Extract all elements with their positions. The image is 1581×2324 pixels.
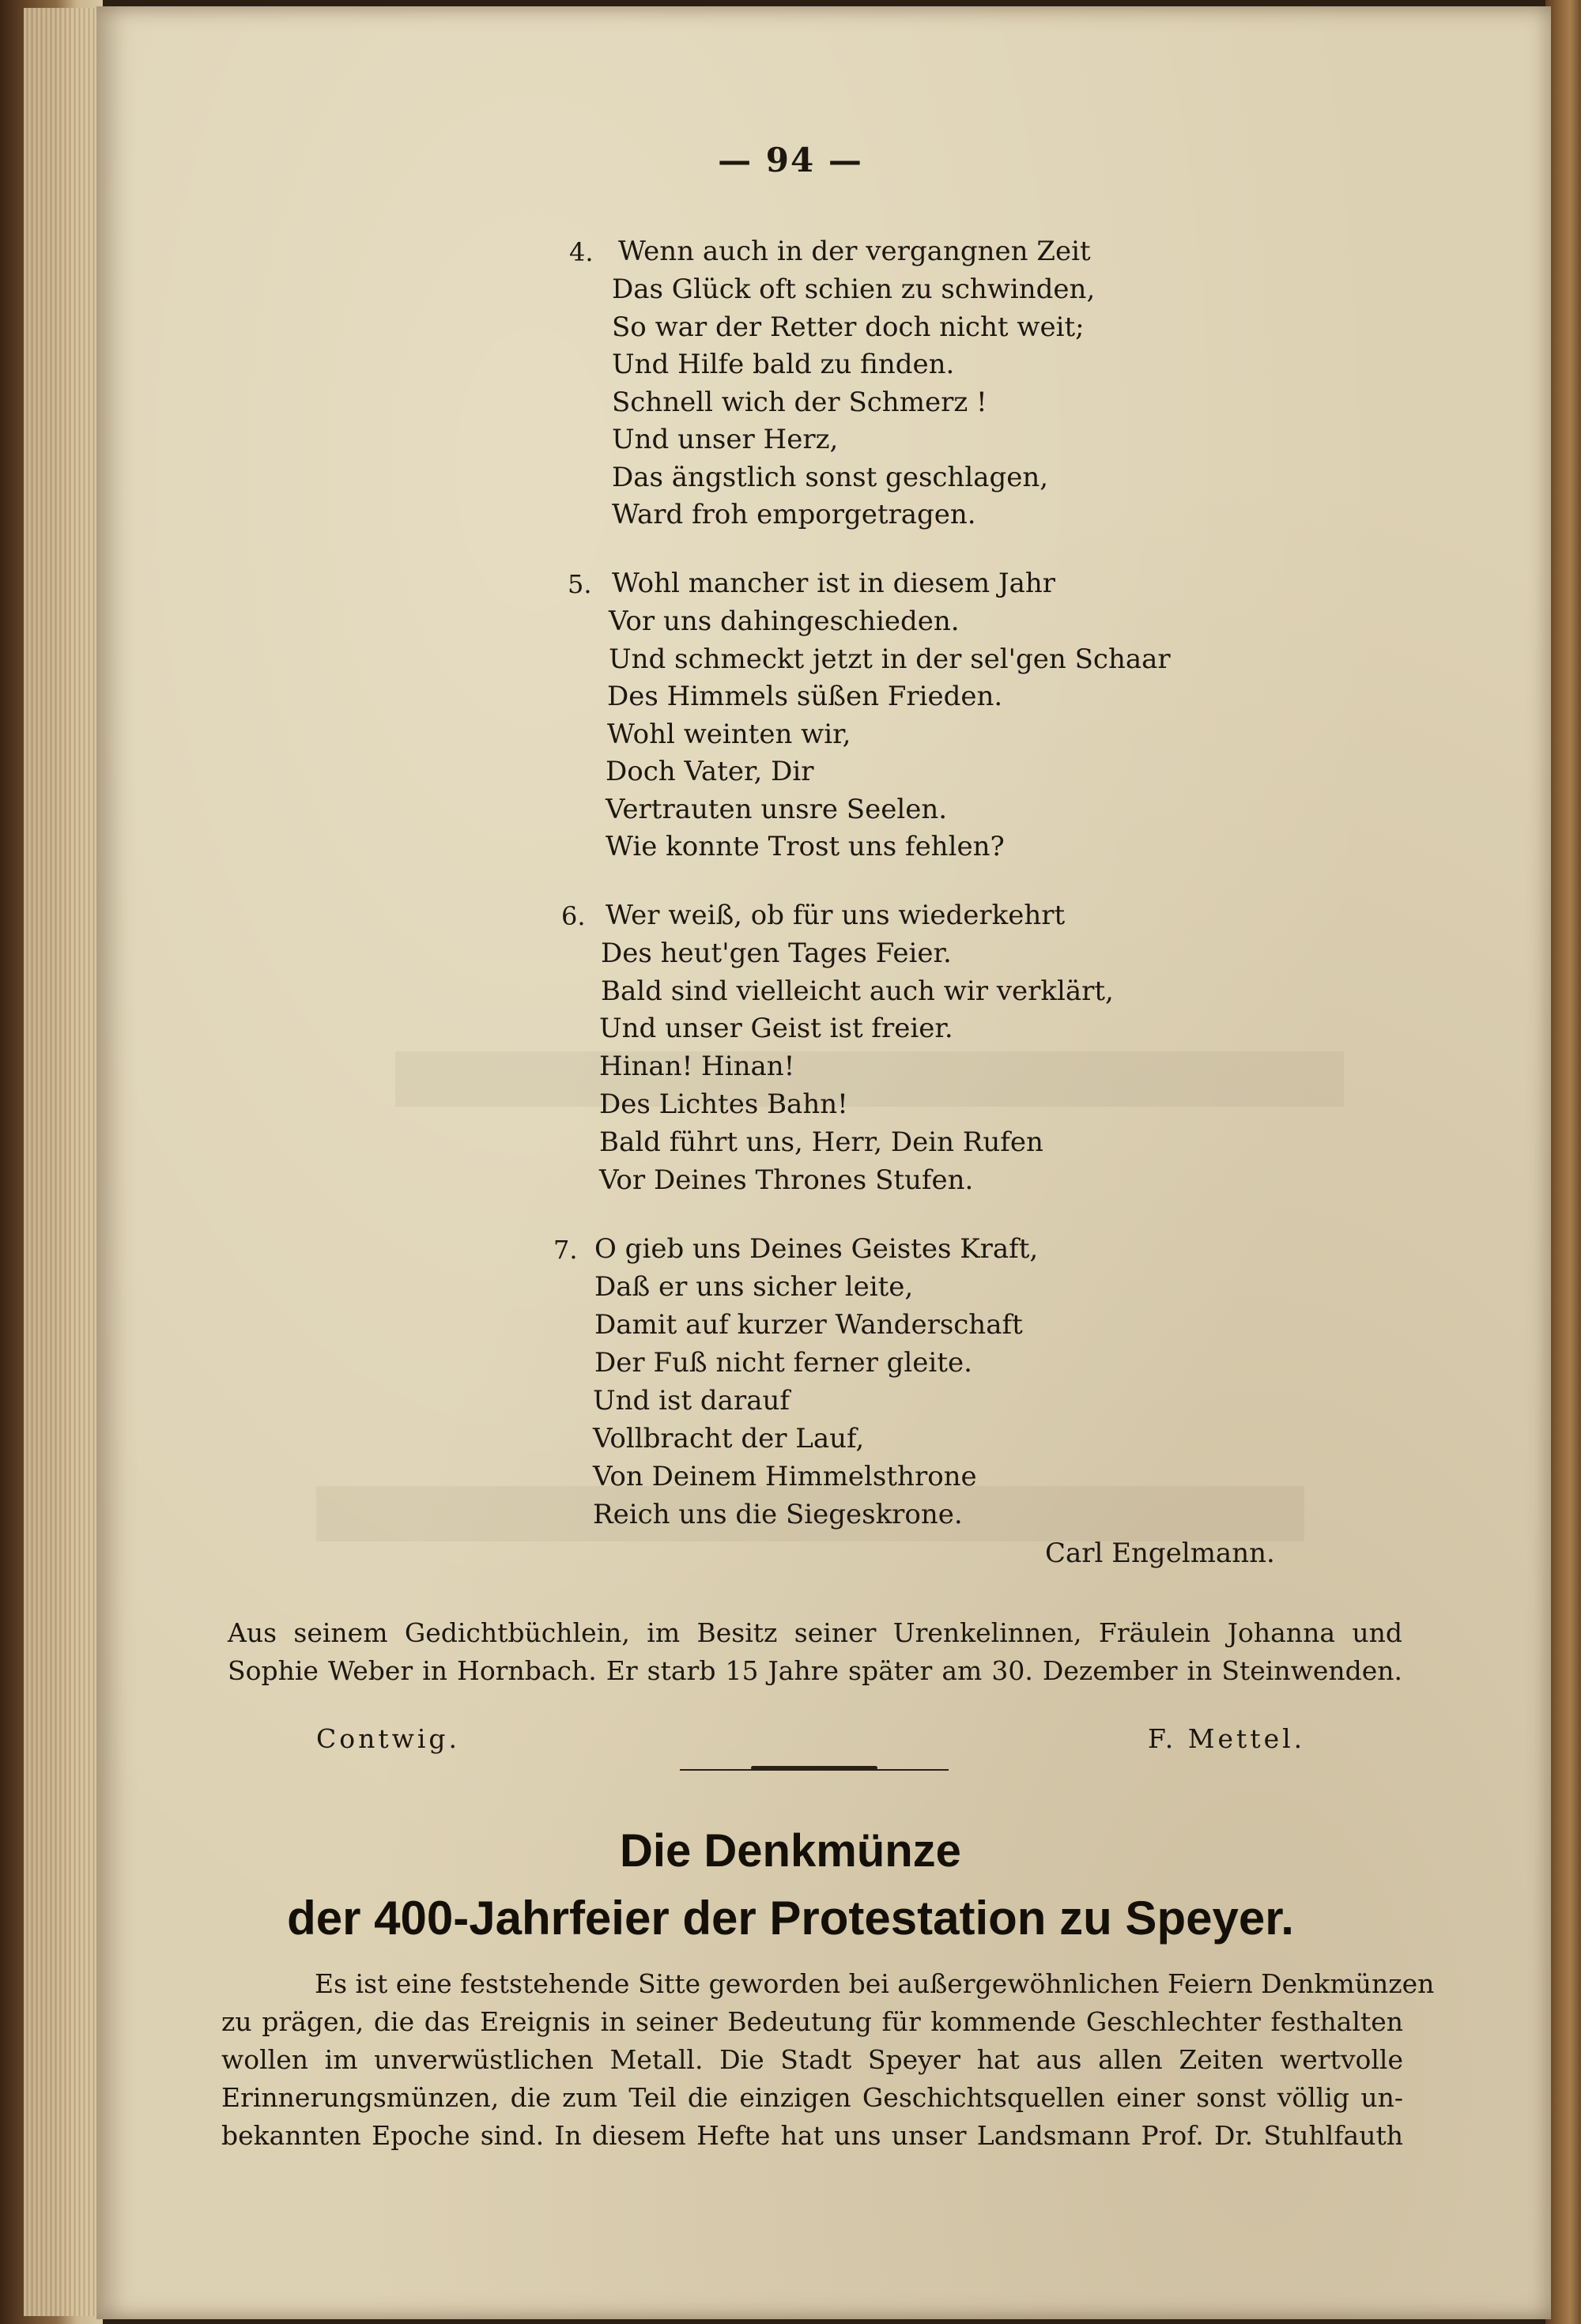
- poem-line: Wohl weinten wir,: [607, 719, 851, 750]
- stanza-number: 7.: [553, 1235, 578, 1265]
- poem-line: Bald sind vielleicht auch wir verklärt,: [601, 975, 1114, 1007]
- poem-line: Und ist darauf: [593, 1385, 790, 1417]
- poem-line: Wohl mancher ist in diesem Jahr: [612, 568, 1056, 599]
- poem-line: Des heut'gen Tages Feier.: [601, 938, 952, 969]
- poem-line: Von Deinem Himmelsthrone: [593, 1461, 977, 1492]
- poem-line: Und unser Herz,: [612, 424, 839, 455]
- article-title-line-1: Die Denkmünze: [620, 1825, 961, 1877]
- note-place: Contwig.: [316, 1723, 461, 1754]
- article-body-line: wollen im unverwüstlichen Metall. Die Stadt Speyer hat aus allen Zeiten wertvolle: [221, 2044, 1403, 2075]
- poem-line: Das ängstlich sonst geschlagen,: [612, 462, 1049, 493]
- note-line: Aus seinem Gedichtbüchlein, im Besitz seiner Urenkelinnen, Fräulein Johanna und: [228, 1617, 1402, 1648]
- poem-line: Bald führt uns, Herr, Dein Rufen: [599, 1126, 1043, 1158]
- article-body-line: zu prägen, die das Ereignis in seiner Bedeutung für kommende Geschlechter festhalten: [221, 2006, 1403, 2037]
- page-number: — 94 —: [718, 141, 863, 179]
- poem-line: Wenn auch in der vergangnen Zeit: [618, 236, 1091, 267]
- poem-line: Und unser Geist ist freier.: [599, 1013, 953, 1044]
- poem-line: Und Hilfe bald zu finden.: [612, 349, 955, 380]
- poem-line: Wie konnte Trost uns fehlen?: [606, 831, 1005, 862]
- poem-line: Damit auf kurzer Wanderschaft: [594, 1309, 1023, 1341]
- poem-line: Das Glück oft schien zu schwinden,: [612, 274, 1096, 305]
- poem-line: Daß er uns sicher leite,: [594, 1271, 914, 1303]
- poem-line: Hinan! Hinan!: [599, 1051, 795, 1082]
- poem-line: Doch Vater, Dir: [606, 756, 814, 787]
- bleed-through-band: [395, 1051, 1344, 1107]
- stanza-number: 4.: [569, 237, 594, 267]
- poem-line: Des Lichtes Bahn!: [599, 1088, 848, 1120]
- article-body-line: Erinnerungsmünzen, die zum Teil die einzigen Geschichtsquellen einer sonst völlig un-: [221, 2082, 1403, 2113]
- poem-line: So war der Retter doch nicht weit;: [612, 311, 1085, 343]
- poem-line: Ward froh emporgetragen.: [612, 499, 976, 530]
- poem-line: Wer weiß, ob für uns wiederkehrt: [606, 900, 1066, 931]
- poem-line: Vor uns dahingeschieden.: [609, 606, 960, 637]
- poem-line: Der Fuß nicht ferner gleite.: [594, 1347, 972, 1379]
- poem-line: O gieb uns Deines Geistes Kraft,: [594, 1233, 1039, 1265]
- article-body-line: Es ist eine feststehende Sitte geworden bei außergewöhnlichen Feiern Denkmünzen: [315, 1968, 1435, 1999]
- poem-line: Und schmeckt jetzt in der sel'gen Schaar: [609, 643, 1171, 675]
- stanza-number: 5.: [568, 569, 592, 599]
- note-author: F. Mettel.: [1148, 1723, 1306, 1754]
- poem-line: Vor Deines Thrones Stufen.: [599, 1164, 974, 1196]
- poem-line: Des Himmels süßen Frieden.: [607, 681, 1003, 712]
- poem-line: Schnell wich der Schmerz !: [612, 387, 987, 418]
- section-divider-ornament: [751, 1766, 877, 1770]
- stanza-number: 6.: [561, 901, 586, 931]
- article-title-line-2: der 400-Jahrfeier der Protestation zu Speyer.: [287, 1892, 1294, 1945]
- note-line: Sophie Weber in Hornbach. Er starb 15 Jahre später am 30. Dezember in Steinwenden.: [228, 1655, 1402, 1686]
- poem-signature: Carl Engelmann.: [1045, 1537, 1275, 1569]
- poem-line: Vollbracht der Lauf,: [593, 1423, 865, 1454]
- page-edge-stack: [24, 8, 99, 2316]
- poem-line: Vertrauten unsre Seelen.: [606, 794, 948, 825]
- article-body-line: bekannten Epoche sind. In diesem Hefte hat uns unser Landsmann Prof. Dr. Stuhlfauth: [221, 2120, 1403, 2151]
- poem-line: Reich uns die Siegeskrone.: [593, 1499, 963, 1530]
